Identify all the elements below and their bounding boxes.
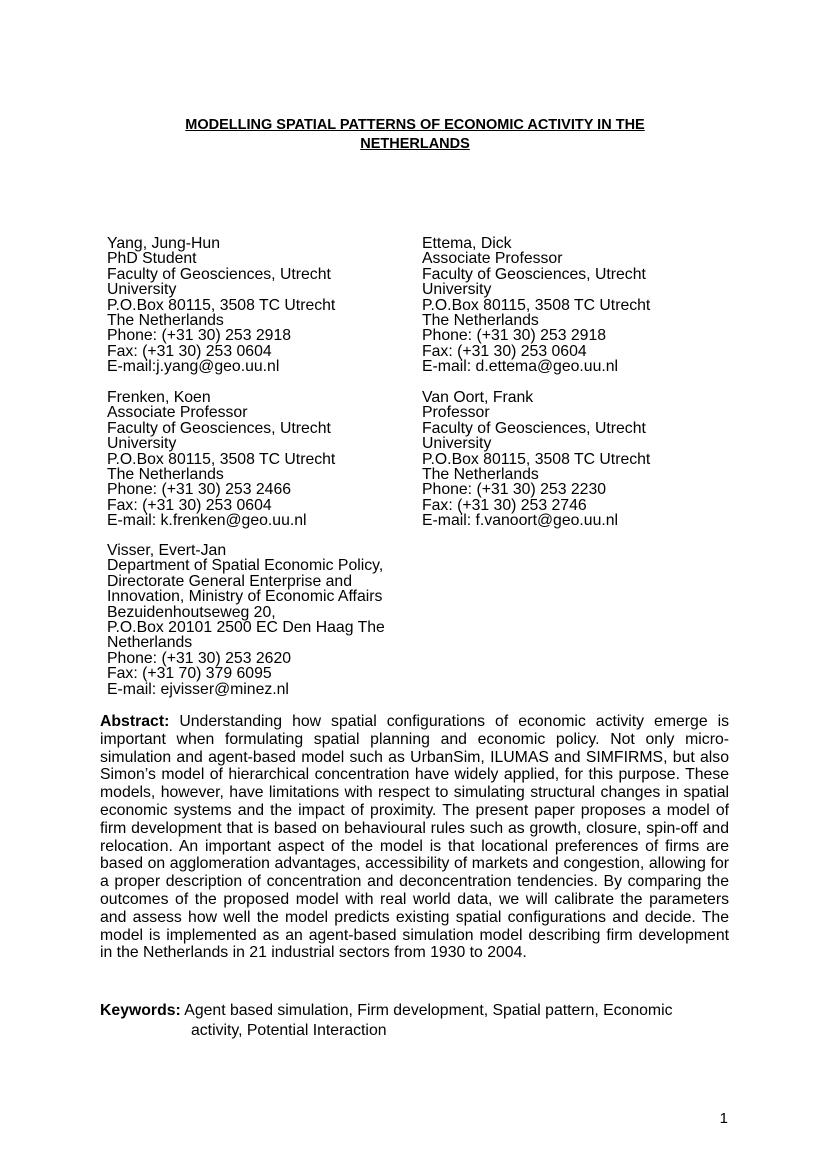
- author-ministry: Innovation, Ministry of Economic Affairs: [107, 588, 383, 606]
- author-block-yang: [107, 236, 335, 375]
- author-affiliation-cont: University: [422, 281, 492, 299]
- author-phone: Phone: (+31 30) 253 2918: [422, 327, 607, 345]
- author-phone: Phone: (+31 30) 253 2466: [107, 481, 292, 499]
- author-country: The Netherlands: [422, 312, 539, 330]
- author-affiliation: Faculty of Geosciences, Utrecht: [422, 265, 646, 283]
- abstract-text: Understanding how spatial configurations of economic activity emerge is important when formulating spatial planning and economic policy. Not only micro-simulation and agent-based model such as UrbanSim, ILUMAS and SIMFIRMS, but also Simon’s model of hierarchical concentration have widely applied, for this purpose. These models, however, have limitations with respect to simulating structural changes in spatial economic systems and the impact of proximity. The present paper proposes a model of firm development that is based on behavioural rules such as growth, closure, spin-off and relocation. An important aspect of the model is that locational preferences of firms are based on agglomeration advantages, accessibility of markets and congestion, allowing for a proper description of concentration and deconcentration tendencies. By comparing the outcomes of the proposed model with real world data, we will calibrate the parameters and assess how well the model predicts existing spatial configurations and decide. The model is implemented as an agent-based simulation model describing firm development in the Netherlands in 21 industrial sectors from 1930 to 2004.: [100, 713, 730, 962]
- author-name: Van Oort, Frank: [422, 389, 534, 406]
- author-email: E-mail: ejvisser@minez.nl: [107, 680, 289, 698]
- keywords-line-1: Agent based simulation, Firm development, Spatial pattern, Economic: [184, 1002, 673, 1019]
- keywords-line-2: activity, Potential Interaction: [191, 1021, 387, 1039]
- author-affiliation: Faculty of Geosciences, Utrecht: [422, 419, 646, 437]
- paper-title-line-1: MODELLING SPATIAL PATTERNS OF ECONOMIC ACTIVITY IN THE: [185, 117, 645, 133]
- author-fax: Fax: (+31 30) 253 0604: [422, 342, 587, 360]
- abstract-paragraph: [100, 713, 729, 962]
- author-country: Netherlands: [107, 634, 193, 652]
- author-position: PhD Student: [107, 250, 197, 268]
- author-address: P.O.Box 20101 2500 EC Den Haag The: [107, 619, 385, 637]
- author-fax: Fax: (+31 30) 253 0604: [107, 342, 272, 360]
- author-email: E-mail: k.frenken@geo.uu.nl: [107, 512, 307, 530]
- author-country: The Netherlands: [107, 466, 224, 484]
- author-street: Bezuidenhoutseweg 20,: [107, 603, 276, 621]
- author-address: P.O.Box 80115, 3508 TC Utrecht: [107, 296, 336, 314]
- author-fax: Fax: (+31 70) 379 6095: [107, 665, 272, 683]
- author-name: Frenken, Koen: [107, 389, 211, 406]
- author-phone: Phone: (+31 30) 253 2230: [422, 481, 607, 499]
- author-affiliation: Faculty of Geosciences, Utrecht: [107, 419, 331, 437]
- author-affiliation-cont: University: [107, 435, 177, 453]
- author-address: P.O.Box 80115, 3508 TC Utrecht: [422, 450, 651, 468]
- author-address: P.O.Box 80115, 3508 TC Utrecht: [422, 296, 651, 314]
- author-block-visser: [107, 543, 385, 697]
- paper-title-line-2: NETHERLANDS: [360, 136, 470, 152]
- author-phone: Phone: (+31 30) 253 2918: [107, 327, 292, 345]
- author-department: Department of Spatial Economic Policy,: [107, 557, 384, 575]
- page-number: 1: [719, 1110, 728, 1127]
- abstract-label: Abstract:: [100, 713, 170, 730]
- author-name: Visser, Evert-Jan: [107, 542, 227, 559]
- author-fax: Fax: (+31 30) 253 0604: [107, 496, 272, 514]
- author-country: The Netherlands: [107, 312, 224, 330]
- author-fax: Fax: (+31 30) 253 2746: [422, 496, 587, 514]
- author-position: Associate Professor: [422, 250, 563, 268]
- author-address: P.O.Box 80115, 3508 TC Utrecht: [107, 450, 336, 468]
- author-email: E-mail:j.yang@geo.uu.nl: [107, 358, 280, 376]
- author-block-frenken: [107, 390, 335, 529]
- author-affiliation-cont: University: [422, 435, 492, 453]
- author-name: Ettema, Dick: [422, 235, 512, 252]
- author-email: E-mail: d.ettema@geo.uu.nl: [422, 358, 619, 376]
- author-name: Yang, Jung-Hun: [107, 235, 220, 252]
- author-affiliation-cont: University: [107, 281, 177, 299]
- keywords-paragraph: [100, 1001, 740, 1040]
- author-email: E-mail: f.vanoort@geo.uu.nl: [422, 512, 619, 530]
- keywords-label: Keywords:: [100, 1002, 181, 1019]
- paper-title: [100, 116, 730, 154]
- author-block-ettema: [422, 236, 650, 375]
- author-block-vanoort: [422, 390, 650, 529]
- author-affiliation: Faculty of Geosciences, Utrecht: [107, 265, 331, 283]
- author-directorate: Directorate General Enterprise and: [107, 572, 352, 590]
- author-country: The Netherlands: [422, 466, 539, 484]
- author-position: Associate Professor: [107, 404, 248, 422]
- author-position: Professor: [422, 404, 490, 422]
- author-phone: Phone: (+31 30) 253 2620: [107, 649, 292, 667]
